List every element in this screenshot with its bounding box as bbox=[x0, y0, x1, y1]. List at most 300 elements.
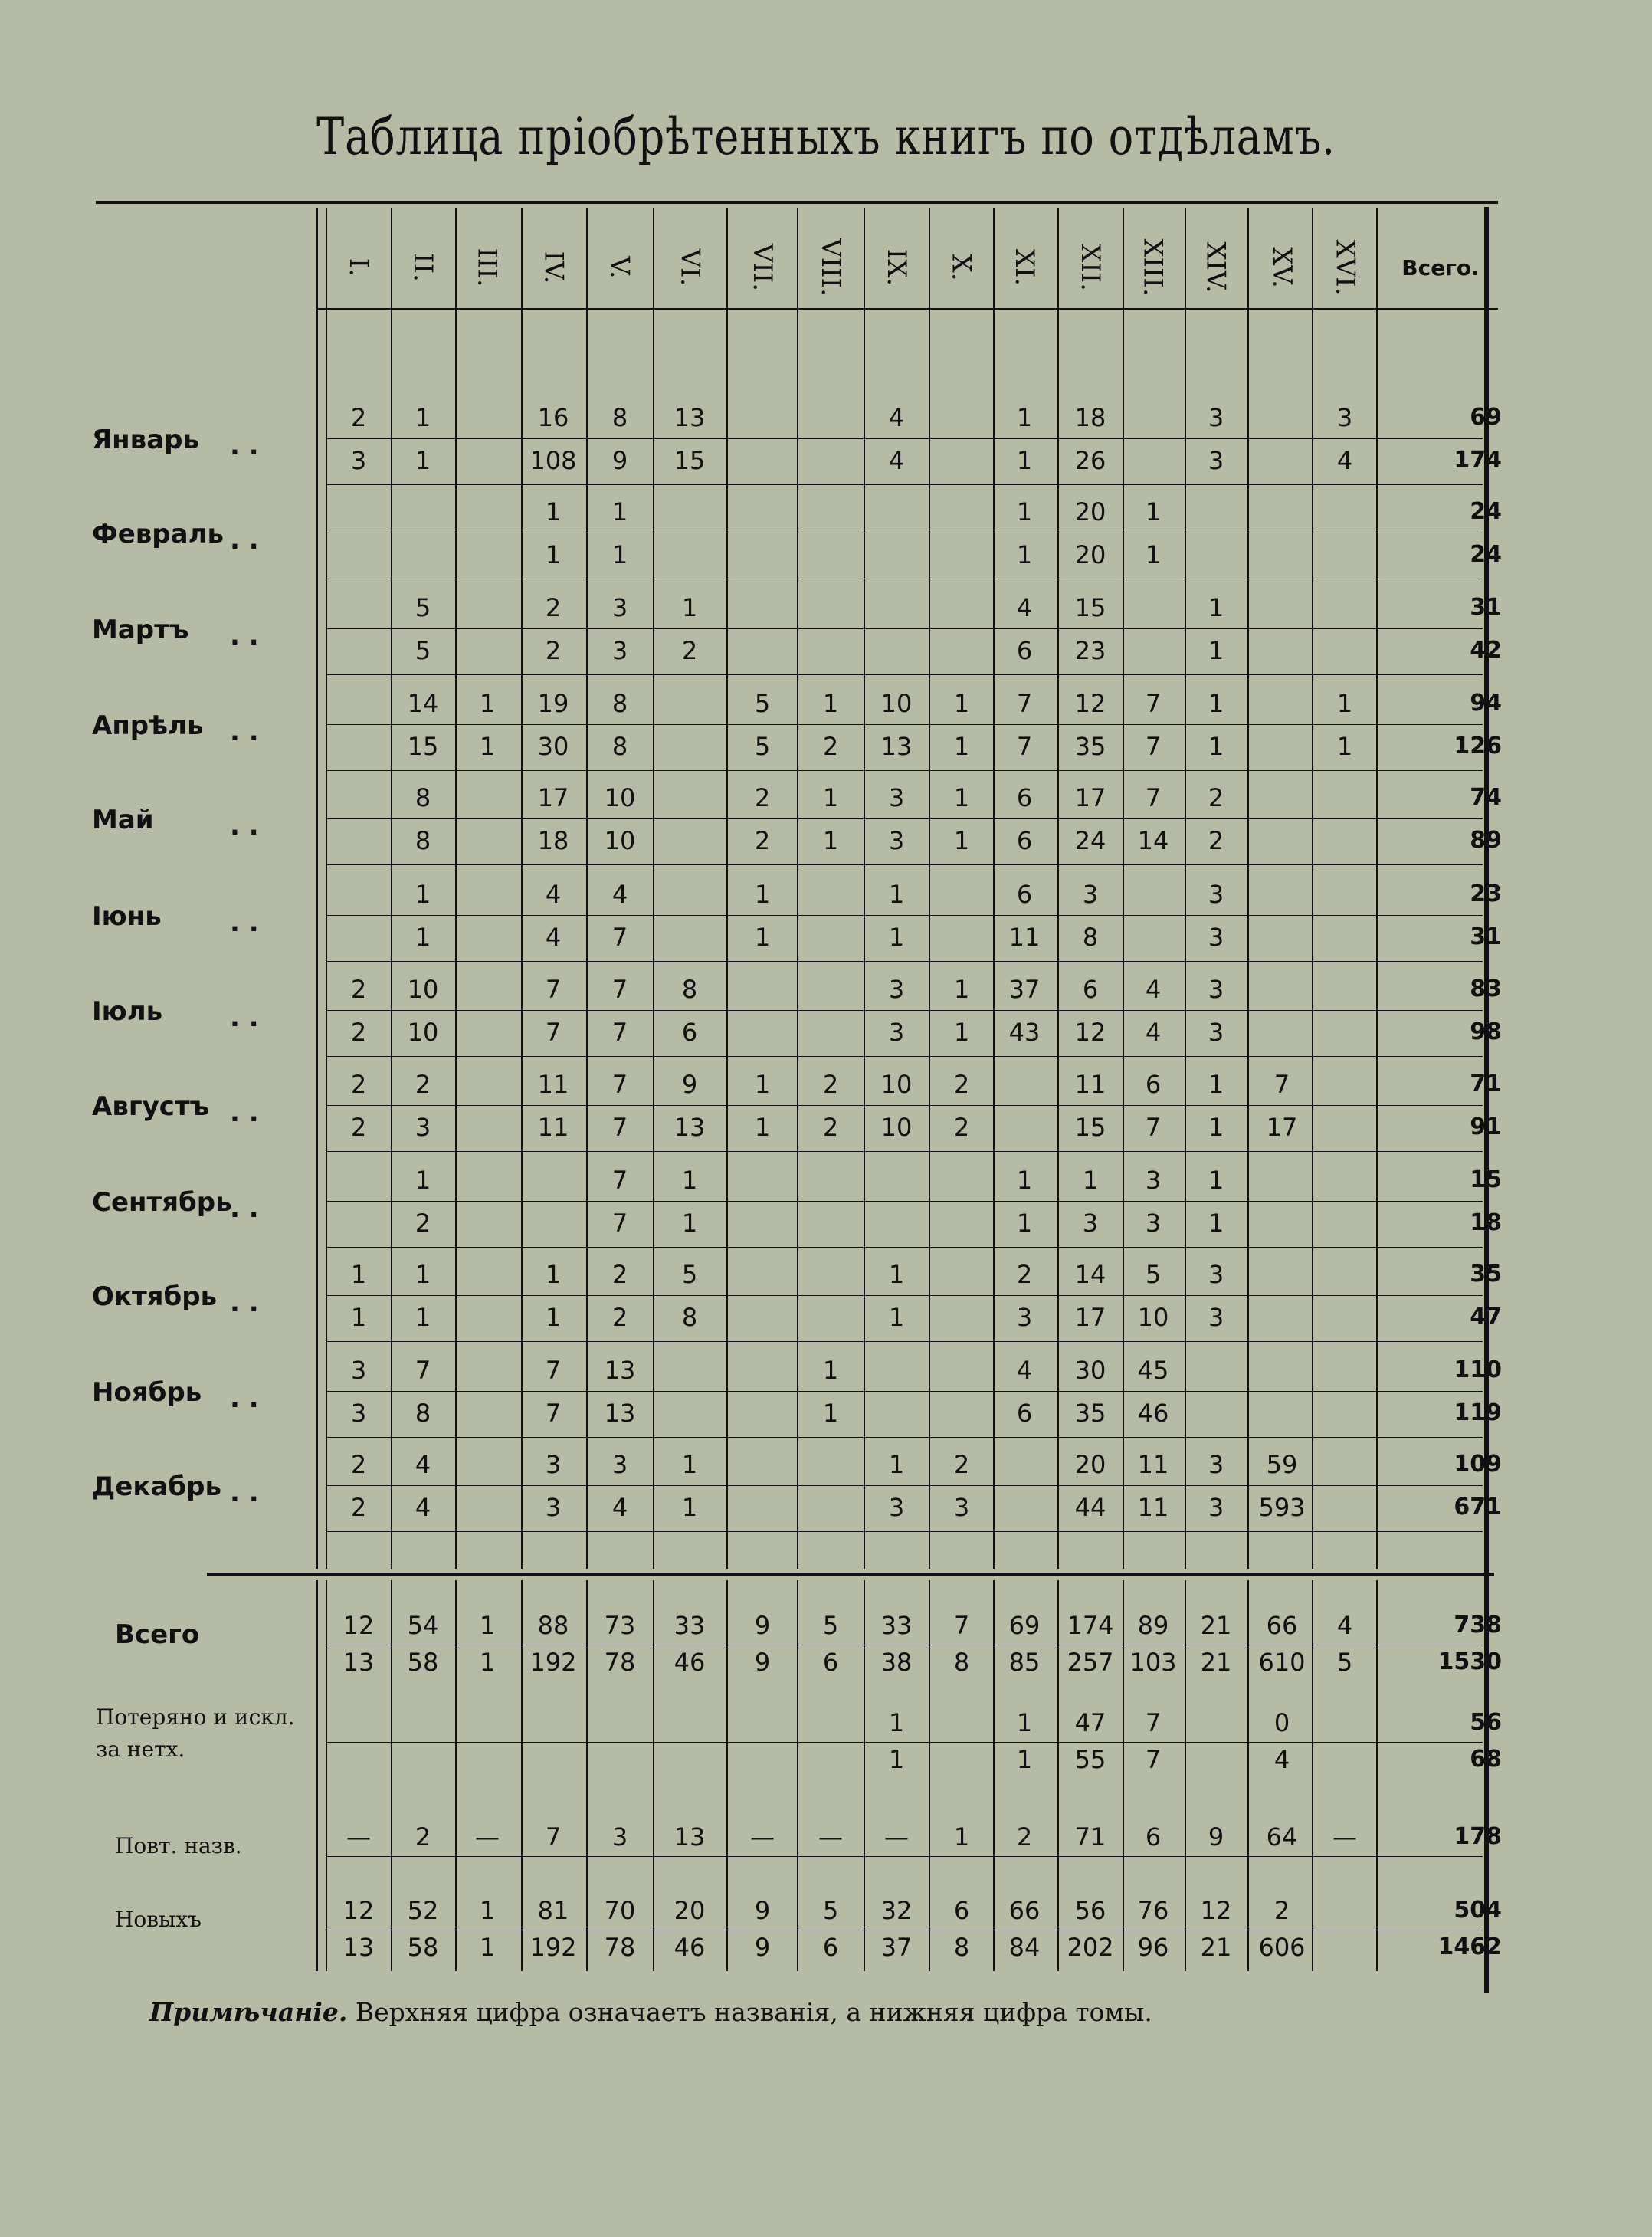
month-volumes-total: 671 bbox=[1454, 1494, 1502, 1520]
month-volumes-cell bbox=[1123, 633, 1184, 668]
month-volumes-cell: 3 bbox=[1082, 1209, 1099, 1238]
month-volumes-cell bbox=[659, 537, 720, 572]
leader-dots: . . bbox=[230, 717, 259, 747]
month-titles-cell: 1 bbox=[415, 403, 431, 432]
row-separator bbox=[326, 438, 1483, 439]
month-titles-cell: 4 bbox=[415, 1450, 431, 1479]
leader-dots: . . bbox=[230, 525, 259, 556]
month-titles-cell: 1 bbox=[822, 783, 839, 812]
month-volumes-cell: 4 bbox=[611, 1493, 628, 1522]
month-volumes-cell: 7 bbox=[1145, 732, 1162, 761]
month-titles-cell: 1 bbox=[1016, 1166, 1033, 1195]
month-volumes-cell: 1 bbox=[1208, 732, 1224, 761]
month-volumes-cell bbox=[732, 1015, 793, 1050]
row-separator bbox=[326, 1341, 1483, 1342]
month-titles-cell: 1 bbox=[681, 1166, 698, 1195]
summary-titles-cell: 89 bbox=[1137, 1611, 1169, 1640]
month-volumes-cell bbox=[1251, 633, 1313, 668]
month-titles-cell bbox=[1251, 972, 1313, 1007]
month-titles-cell: 4 bbox=[545, 880, 562, 909]
month-titles-cell: 1 bbox=[611, 497, 628, 526]
month-titles-cell bbox=[931, 877, 992, 912]
month-volumes-cell: 6 bbox=[681, 1018, 698, 1047]
summary-volumes-cell: 37 bbox=[880, 1933, 913, 1962]
month-volumes-cell bbox=[732, 1205, 793, 1241]
month-titles-cell: 14 bbox=[407, 689, 439, 718]
month-volumes-cell bbox=[1251, 823, 1313, 858]
leader-dots: . . bbox=[230, 1383, 259, 1414]
summary-titles-cell: 64 bbox=[1266, 1822, 1298, 1852]
month-volumes-cell: 3 bbox=[611, 636, 628, 665]
month-volumes-cell: 1 bbox=[822, 826, 839, 855]
summary-volumes-total: 1462 bbox=[1437, 1934, 1502, 1960]
month-volumes-cell: 1 bbox=[545, 540, 562, 569]
month-volumes-total: 174 bbox=[1454, 447, 1502, 474]
month-titles-cell: 20 bbox=[1074, 497, 1106, 526]
column-header bbox=[1123, 230, 1184, 305]
page-title: Таблица пріобрѣтенныхъ книгъ по отдѣламъ. bbox=[316, 107, 1336, 166]
month-titles-cell bbox=[392, 494, 454, 530]
month-titles-cell: 17 bbox=[537, 783, 569, 812]
summary-titles-total: 178 bbox=[1454, 1823, 1502, 1850]
month-titles-cell bbox=[457, 972, 518, 1007]
month-titles-cell: 3 bbox=[888, 975, 905, 1004]
month-titles-cell: 7 bbox=[1016, 689, 1033, 718]
month-titles-cell bbox=[328, 686, 389, 721]
month-titles-cell: 7 bbox=[545, 975, 562, 1004]
month-titles-cell: 1 bbox=[953, 783, 970, 812]
month-volumes-cell: 30 bbox=[537, 732, 569, 761]
month-titles-cell bbox=[732, 972, 793, 1007]
month-titles-cell: 1 bbox=[1208, 593, 1224, 622]
month-volumes-cell: 3 bbox=[1208, 923, 1224, 952]
column-header bbox=[866, 230, 927, 305]
summary-volumes-cell: 58 bbox=[407, 1648, 439, 1677]
month-titles-cell: 1 bbox=[953, 975, 970, 1004]
month-volumes-cell: 8 bbox=[415, 1399, 431, 1428]
month-volumes-cell bbox=[1251, 920, 1313, 955]
month-titles-cell: 1 bbox=[479, 689, 496, 718]
summary-titles-cell: 174 bbox=[1067, 1611, 1114, 1640]
column-divider bbox=[929, 208, 930, 1569]
summary-titles-cell: 47 bbox=[1074, 1708, 1106, 1737]
summary-volumes-cell: 6 bbox=[822, 1648, 839, 1677]
leader-dots: . . bbox=[230, 907, 259, 938]
month-titles-cell: 13 bbox=[604, 1356, 636, 1385]
column-header bbox=[931, 230, 992, 305]
month-volumes-cell: 24 bbox=[1074, 826, 1106, 855]
month-volumes-cell: 2 bbox=[350, 1113, 367, 1142]
column-divider bbox=[1376, 208, 1378, 1569]
month-label: Іюль bbox=[92, 996, 163, 1027]
month-volumes-cell: 1 bbox=[611, 540, 628, 569]
column-divider bbox=[653, 1580, 654, 1971]
month-volumes-cell: 3 bbox=[350, 446, 367, 475]
month-titles-cell: 7 bbox=[545, 1356, 562, 1385]
month-volumes-cell bbox=[732, 1396, 793, 1431]
leader-dots: . . bbox=[230, 1193, 259, 1224]
month-titles-cell bbox=[659, 494, 720, 530]
month-volumes-cell: 2 bbox=[545, 636, 562, 665]
row-separator bbox=[326, 1105, 1483, 1106]
month-label: Іюнь bbox=[92, 901, 162, 932]
summary-titles-cell: 1 bbox=[479, 1611, 496, 1640]
summary-titles-cell: 2 bbox=[1016, 1822, 1033, 1852]
month-volumes-cell: 1 bbox=[953, 826, 970, 855]
month-label: Февраль bbox=[92, 519, 224, 549]
month-titles-cell bbox=[931, 1353, 992, 1388]
month-titles-cell bbox=[1185, 1353, 1247, 1388]
month-volumes-cell bbox=[457, 443, 518, 478]
month-volumes-cell: 8 bbox=[1082, 923, 1099, 952]
month-volumes-cell bbox=[931, 1300, 992, 1335]
summary-volumes-cell: 7 bbox=[1145, 1745, 1162, 1774]
summary-titles-cell: 5 bbox=[822, 1611, 839, 1640]
summary-volumes-cell bbox=[1314, 1930, 1375, 1965]
month-volumes-cell bbox=[457, 823, 518, 858]
month-titles-cell: 6 bbox=[1145, 1070, 1162, 1099]
month-titles-cell bbox=[1251, 400, 1313, 435]
month-volumes-cell bbox=[1251, 1205, 1313, 1241]
column-divider bbox=[326, 1580, 327, 1971]
month-titles-cell bbox=[800, 400, 861, 435]
row-separator bbox=[326, 1247, 1483, 1248]
month-volumes-cell: 1 bbox=[415, 923, 431, 952]
month-volumes-cell: 1 bbox=[953, 732, 970, 761]
month-volumes-cell: 15 bbox=[1074, 1113, 1106, 1142]
summary-volumes-cell bbox=[659, 1742, 720, 1777]
month-volumes-cell: 13 bbox=[674, 1113, 706, 1142]
month-titles-cell: 8 bbox=[681, 975, 698, 1004]
column-divider bbox=[586, 208, 588, 1569]
summary-volumes-cell bbox=[732, 1742, 793, 1777]
month-titles-cell: 3 bbox=[350, 1356, 367, 1385]
label-divider-upper bbox=[316, 208, 318, 1569]
summary-titles-cell: 6 bbox=[1145, 1822, 1162, 1852]
month-label: Апрѣль bbox=[92, 710, 204, 741]
summary-titles-cell: 76 bbox=[1137, 1896, 1169, 1925]
month-volumes-cell: 3 bbox=[415, 1113, 431, 1142]
summary-titles-cell: 66 bbox=[1266, 1611, 1298, 1640]
month-titles-cell bbox=[457, 400, 518, 435]
summary-volumes-cell: 103 bbox=[1129, 1648, 1177, 1677]
month-volumes-cell bbox=[800, 1205, 861, 1241]
month-titles-cell: 3 bbox=[1208, 403, 1224, 432]
month-volumes-cell: 1 bbox=[415, 1303, 431, 1332]
summary-volumes-cell bbox=[1185, 1742, 1247, 1777]
month-titles-cell bbox=[457, 590, 518, 625]
row-separator bbox=[326, 724, 1483, 725]
summary-titles-cell: 7 bbox=[1145, 1708, 1162, 1737]
month-volumes-cell bbox=[931, 633, 992, 668]
month-volumes-cell: 1 bbox=[953, 1018, 970, 1047]
summary-volumes-cell: 1 bbox=[888, 1745, 905, 1774]
summary-titles-cell bbox=[800, 1705, 861, 1740]
column-header bbox=[392, 230, 454, 305]
summary-titles-cell: 33 bbox=[880, 1611, 913, 1640]
month-titles-cell bbox=[659, 686, 720, 721]
column-divider bbox=[1247, 208, 1249, 1569]
month-volumes-cell bbox=[457, 633, 518, 668]
month-titles-cell bbox=[1251, 877, 1313, 912]
month-titles-cell bbox=[1123, 400, 1184, 435]
month-titles-cell: 11 bbox=[537, 1070, 569, 1099]
month-volumes-cell: 3 bbox=[545, 1493, 562, 1522]
column-divider bbox=[326, 208, 327, 1569]
month-titles-cell: 8 bbox=[611, 689, 628, 718]
month-volumes-cell: 5 bbox=[754, 732, 771, 761]
column-header-label: I. bbox=[343, 257, 374, 277]
summary-volumes-cell: 606 bbox=[1258, 1933, 1306, 1962]
month-titles-cell: 8 bbox=[415, 783, 431, 812]
month-titles-cell: 2 bbox=[350, 1070, 367, 1099]
month-volumes-cell: 7 bbox=[611, 1018, 628, 1047]
month-volumes-cell: 1 bbox=[415, 446, 431, 475]
month-titles-cell bbox=[1314, 590, 1375, 625]
month-titles-cell: 7 bbox=[611, 975, 628, 1004]
month-titles-cell: 1 bbox=[415, 880, 431, 909]
row-separator bbox=[326, 1742, 1483, 1743]
month-volumes-cell: 8 bbox=[611, 732, 628, 761]
month-volumes-total: 126 bbox=[1454, 733, 1502, 759]
month-volumes-cell bbox=[1314, 1015, 1375, 1050]
summary-volumes-cell bbox=[328, 1742, 389, 1777]
month-volumes-cell: 7 bbox=[1016, 732, 1033, 761]
month-volumes-cell bbox=[1123, 920, 1184, 955]
summary-volumes-cell: 78 bbox=[604, 1933, 636, 1962]
row-separator bbox=[326, 1010, 1483, 1011]
month-titles-cell: 1 bbox=[350, 1260, 367, 1289]
summary-titles-cell: 56 bbox=[1074, 1896, 1106, 1925]
month-volumes-cell: 11 bbox=[1137, 1493, 1169, 1522]
header-rule bbox=[318, 308, 1498, 310]
month-volumes-cell: 35 bbox=[1074, 732, 1106, 761]
month-volumes-cell: 15 bbox=[407, 732, 439, 761]
month-titles-total: 109 bbox=[1454, 1451, 1502, 1478]
month-volumes-cell: 15 bbox=[674, 446, 706, 475]
month-titles-cell: 7 bbox=[1145, 783, 1162, 812]
month-volumes-cell bbox=[800, 1015, 861, 1050]
month-volumes-total: 89 bbox=[1470, 827, 1502, 854]
month-titles-total: 94 bbox=[1470, 690, 1502, 717]
month-volumes-total: 24 bbox=[1470, 541, 1502, 568]
summary-volumes-cell: 1 bbox=[479, 1648, 496, 1677]
month-volumes-cell: 2 bbox=[681, 636, 698, 665]
row-separator bbox=[326, 1056, 1483, 1057]
month-titles-cell bbox=[457, 1257, 518, 1292]
summary-titles-cell: 73 bbox=[604, 1611, 636, 1640]
month-volumes-cell: 6 bbox=[1016, 826, 1033, 855]
summary-titles-cell: 12 bbox=[1200, 1896, 1232, 1925]
month-titles-cell bbox=[1123, 877, 1184, 912]
month-titles-cell bbox=[994, 1067, 1055, 1102]
summary-volumes-cell bbox=[392, 1742, 454, 1777]
summary-titles-cell: 9 bbox=[754, 1896, 771, 1925]
summary-volumes-cell: 610 bbox=[1258, 1648, 1306, 1677]
month-titles-cell: 2 bbox=[350, 403, 367, 432]
month-titles-cell: 7 bbox=[1145, 689, 1162, 718]
month-volumes-cell: 4 bbox=[888, 446, 905, 475]
month-volumes-cell: 1 bbox=[1145, 540, 1162, 569]
month-titles-cell bbox=[800, 972, 861, 1007]
month-volumes-cell bbox=[732, 1300, 793, 1335]
month-volumes-cell: 3 bbox=[1208, 1303, 1224, 1332]
month-volumes-cell: 1 bbox=[479, 732, 496, 761]
month-volumes-total: 91 bbox=[1470, 1114, 1502, 1140]
row-separator bbox=[326, 1856, 1483, 1857]
row-separator bbox=[326, 818, 1483, 819]
month-titles-cell: 18 bbox=[1074, 403, 1106, 432]
month-titles-cell bbox=[732, 1447, 793, 1482]
column-header-label: XIV. bbox=[1201, 241, 1231, 294]
month-volumes-cell bbox=[1185, 537, 1247, 572]
month-titles-cell bbox=[800, 1163, 861, 1198]
summary-volumes-cell: 21 bbox=[1200, 1648, 1232, 1677]
month-volumes-cell bbox=[732, 1490, 793, 1525]
month-volumes-cell bbox=[1251, 1015, 1313, 1050]
summary-titles-cell bbox=[1314, 1893, 1375, 1928]
summary-titles-cell: 66 bbox=[1008, 1896, 1041, 1925]
month-titles-cell: 11 bbox=[1137, 1450, 1169, 1479]
month-titles-cell bbox=[800, 590, 861, 625]
month-titles-cell bbox=[866, 494, 927, 530]
month-label: Ноябрь bbox=[92, 1377, 202, 1408]
column-header-label: XI. bbox=[1008, 248, 1040, 287]
month-titles-cell: 1 bbox=[888, 1260, 905, 1289]
summary-volumes-cell: 85 bbox=[1008, 1648, 1041, 1677]
summary-titles-cell: 1 bbox=[479, 1896, 496, 1925]
column-header bbox=[1379, 230, 1502, 305]
month-titles-cell bbox=[931, 1163, 992, 1198]
column-divider bbox=[797, 208, 798, 1569]
column-divider bbox=[586, 1580, 588, 1971]
month-label: Январь bbox=[92, 425, 199, 455]
summary-volumes-total: 1530 bbox=[1437, 1648, 1502, 1675]
month-titles-cell: 5 bbox=[415, 593, 431, 622]
summary-titles-cell: 2 bbox=[415, 1822, 431, 1852]
summary-volumes-cell bbox=[800, 1742, 861, 1777]
month-label: Мартъ bbox=[92, 615, 189, 645]
month-titles-cell: 10 bbox=[880, 1070, 913, 1099]
month-volumes-cell: 2 bbox=[822, 1113, 839, 1142]
summary-volumes-cell bbox=[1314, 1742, 1375, 1777]
month-volumes-cell bbox=[1314, 1300, 1375, 1335]
month-titles-cell: 14 bbox=[1074, 1260, 1106, 1289]
summary-titles-cell: 1 bbox=[1016, 1708, 1033, 1737]
month-titles-cell bbox=[931, 1257, 992, 1292]
month-volumes-cell: 6 bbox=[1016, 1399, 1033, 1428]
month-titles-cell: 1 bbox=[1016, 403, 1033, 432]
month-titles-cell: 2 bbox=[953, 1070, 970, 1099]
column-header-label: VI. bbox=[674, 248, 705, 287]
month-titles-cell bbox=[931, 494, 992, 530]
month-volumes-cell: 13 bbox=[880, 732, 913, 761]
summary-titles-cell: 4 bbox=[1336, 1611, 1353, 1640]
month-titles-cell: 1 bbox=[1208, 1166, 1224, 1195]
month-volumes-cell: 2 bbox=[350, 1493, 367, 1522]
month-volumes-cell: 2 bbox=[822, 732, 839, 761]
month-volumes-cell: 1 bbox=[1016, 540, 1033, 569]
column-header-label: XII. bbox=[1075, 244, 1106, 291]
column-header bbox=[328, 230, 389, 305]
month-titles-cell: 13 bbox=[674, 403, 706, 432]
month-titles-total: 69 bbox=[1470, 404, 1502, 431]
month-titles-total: 110 bbox=[1454, 1356, 1502, 1383]
month-volumes-cell bbox=[800, 1300, 861, 1335]
month-volumes-cell bbox=[659, 823, 720, 858]
month-volumes-cell bbox=[457, 1110, 518, 1145]
column-divider bbox=[726, 1580, 728, 1971]
month-titles-cell: 2 bbox=[1208, 783, 1224, 812]
row-separator bbox=[326, 628, 1483, 629]
month-titles-cell: 1 bbox=[681, 1450, 698, 1479]
summary-titles-total: 56 bbox=[1470, 1709, 1502, 1736]
month-volumes-cell bbox=[866, 1205, 927, 1241]
summary-volumes-cell: 38 bbox=[880, 1648, 913, 1677]
month-titles-cell bbox=[1314, 1067, 1375, 1102]
month-volumes-cell bbox=[328, 537, 389, 572]
month-titles-cell: 2 bbox=[822, 1070, 839, 1099]
month-titles-cell bbox=[457, 1067, 518, 1102]
month-titles-cell bbox=[732, 400, 793, 435]
summary-titles-cell: — bbox=[1332, 1822, 1357, 1852]
month-volumes-cell bbox=[523, 1205, 584, 1241]
month-volumes-cell bbox=[931, 443, 992, 478]
month-volumes-cell bbox=[931, 920, 992, 955]
summary-volumes-cell: 9 bbox=[754, 1933, 771, 1962]
month-titles-cell: 1 bbox=[1208, 689, 1224, 718]
month-volumes-total: 18 bbox=[1470, 1209, 1502, 1236]
month-volumes-cell bbox=[457, 920, 518, 955]
month-titles-cell: 1 bbox=[1208, 1070, 1224, 1099]
month-titles-cell: 2 bbox=[953, 1450, 970, 1479]
month-titles-total: 31 bbox=[1470, 594, 1502, 621]
row-separator bbox=[326, 1531, 1483, 1532]
leader-dots: . . bbox=[230, 1097, 259, 1128]
row-separator bbox=[326, 1295, 1483, 1296]
month-titles-cell: 45 bbox=[1137, 1356, 1169, 1385]
month-titles-cell: 10 bbox=[407, 975, 439, 1004]
month-volumes-cell: 1 bbox=[1016, 446, 1033, 475]
month-volumes-cell: 108 bbox=[529, 446, 577, 475]
column-header-label: XVI. bbox=[1329, 239, 1360, 296]
month-volumes-cell: 1 bbox=[888, 1303, 905, 1332]
month-volumes-cell: 3 bbox=[888, 1493, 905, 1522]
month-volumes-cell: 1 bbox=[1336, 732, 1353, 761]
month-volumes-cell bbox=[800, 443, 861, 478]
month-titles-cell: 59 bbox=[1266, 1450, 1298, 1479]
month-volumes-cell bbox=[328, 920, 389, 955]
month-titles-total: 74 bbox=[1470, 784, 1502, 811]
column-divider bbox=[653, 208, 654, 1569]
summary-titles-cell bbox=[457, 1705, 518, 1740]
month-volumes-cell bbox=[457, 537, 518, 572]
month-volumes-cell bbox=[457, 1205, 518, 1241]
month-volumes-cell: 6 bbox=[1016, 636, 1033, 665]
month-titles-cell: 7 bbox=[1273, 1070, 1290, 1099]
month-titles-cell bbox=[328, 780, 389, 815]
month-titles-cell: 3 bbox=[611, 1450, 628, 1479]
month-volumes-cell bbox=[1314, 1110, 1375, 1145]
month-titles-cell bbox=[457, 494, 518, 530]
summary-titles-cell: 9 bbox=[1208, 1822, 1224, 1852]
month-volumes-cell: 3 bbox=[1145, 1209, 1162, 1238]
column-divider bbox=[726, 208, 728, 1569]
summary-volumes-cell bbox=[931, 1742, 992, 1777]
leader-dots: . . bbox=[230, 621, 259, 651]
month-volumes-cell: 2 bbox=[611, 1303, 628, 1332]
month-volumes-cell: 7 bbox=[611, 1209, 628, 1238]
